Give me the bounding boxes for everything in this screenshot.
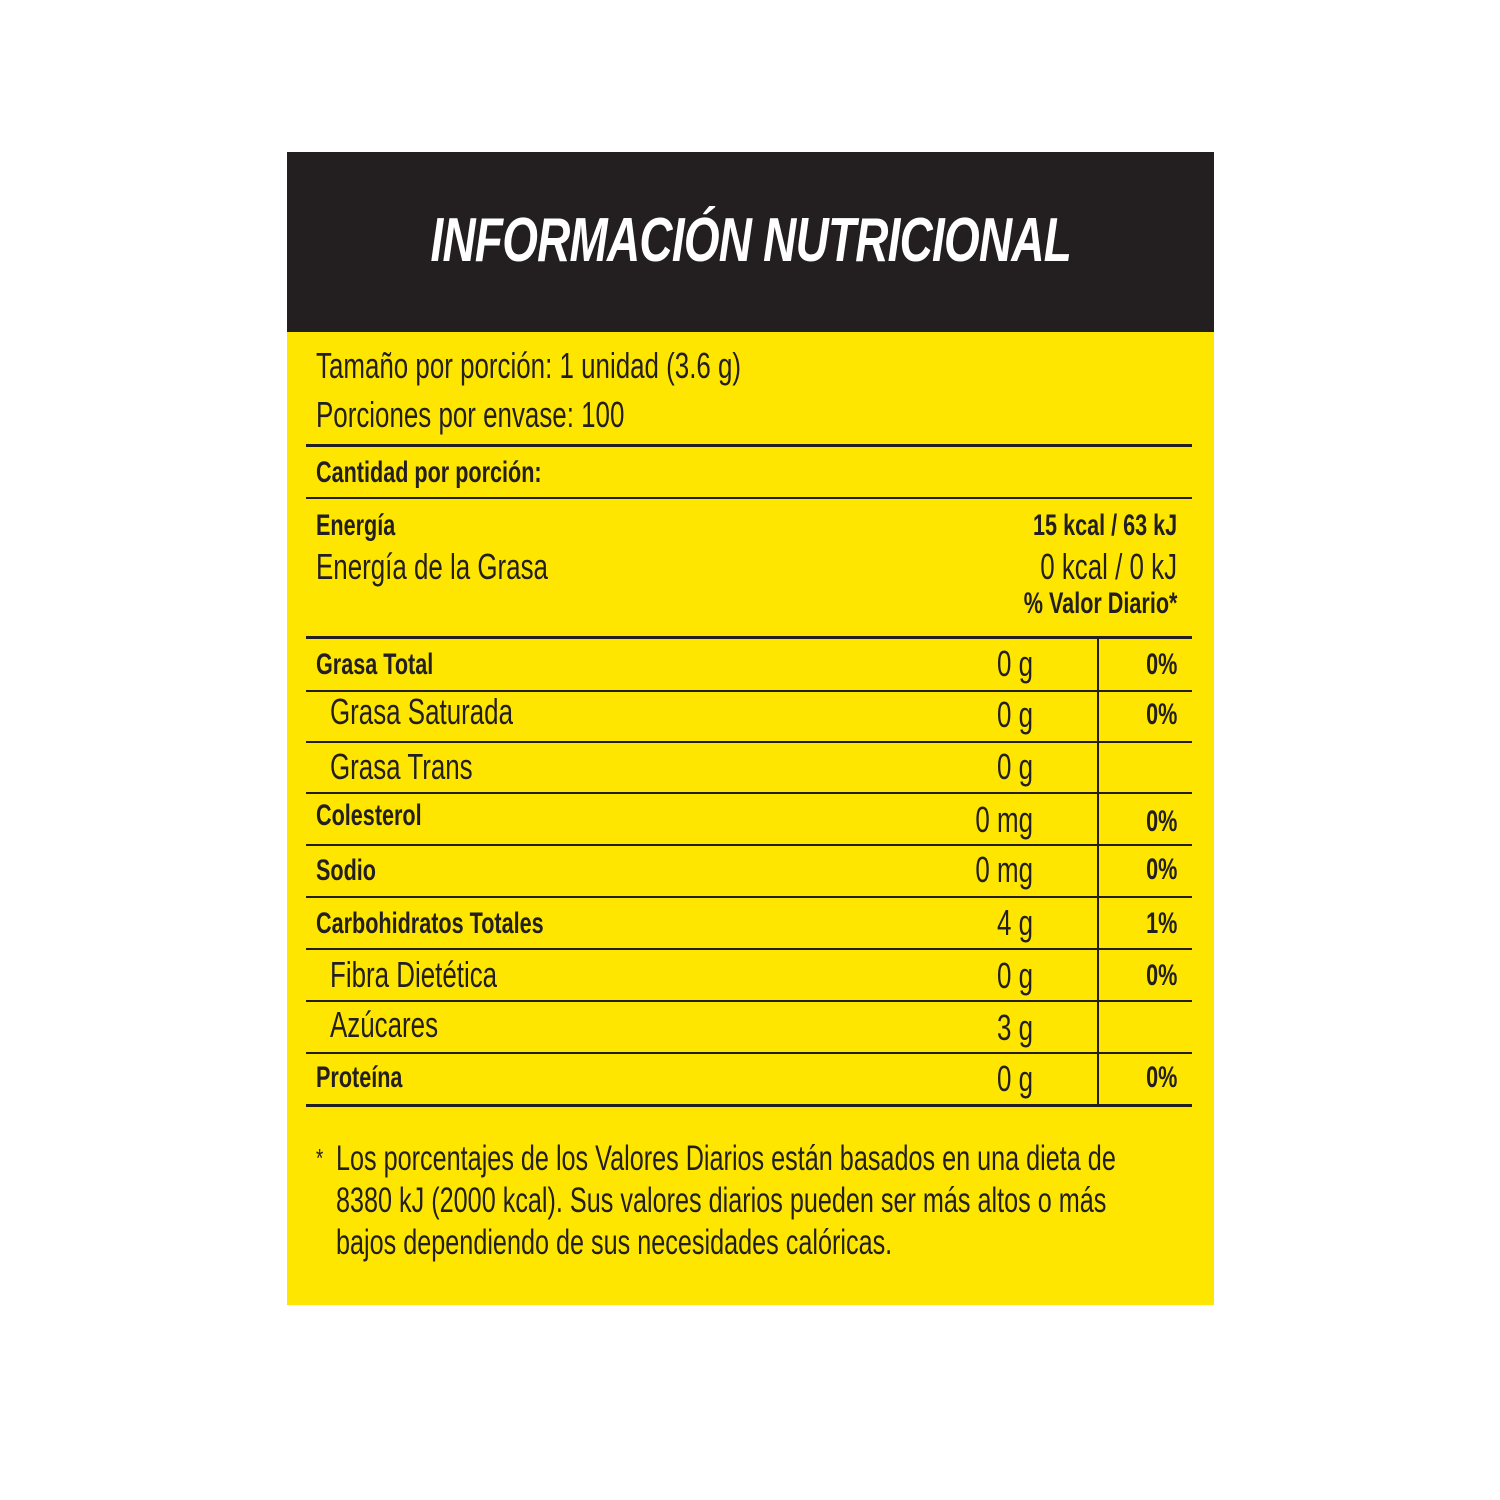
nutrient-amount: 0 mg xyxy=(975,799,1033,840)
nutrient-amount: 0 g xyxy=(996,694,1033,735)
nutrient-label: Sodio xyxy=(316,854,376,887)
nutrient-label: Grasa Saturada xyxy=(330,691,513,732)
nutrient-amount: 0 mg xyxy=(975,849,1033,890)
nutrient-label: Carbohidratos Totales xyxy=(316,907,544,940)
nutrient-label: Grasa Trans xyxy=(330,746,473,787)
divider xyxy=(306,896,1192,898)
divider xyxy=(306,844,1192,846)
footnote-line: 8380 kJ (2000 kcal). Sus valores diarios pueden ser más altos o más xyxy=(336,1181,1107,1220)
divider xyxy=(306,741,1192,743)
divider xyxy=(306,444,1192,447)
nutrient-daily-value: 0% xyxy=(1145,698,1177,731)
daily-value-header: % Valor Diario* xyxy=(1023,587,1177,620)
divider xyxy=(306,636,1192,639)
label-header xyxy=(287,152,1214,332)
divider xyxy=(306,1000,1192,1002)
nutrient-amount: 0 g xyxy=(996,1058,1033,1099)
nutrient-label: Proteína xyxy=(316,1061,403,1094)
nutrient-label: Azúcares xyxy=(330,1004,439,1045)
divider xyxy=(306,1104,1192,1107)
footnote-asterisk: * xyxy=(316,1143,324,1173)
energy-value: 15 kcal / 63 kJ xyxy=(1032,509,1177,542)
nutrient-amount: 0 g xyxy=(996,746,1033,787)
footnote-line: Los porcentajes de los Valores Diarios están basados en una dieta de xyxy=(336,1139,1116,1178)
energy-from-fat-value: 0 kcal / 0 kJ xyxy=(1040,546,1177,587)
footnote-line: bajos dependiendo de sus necesidades calóricas. xyxy=(336,1223,893,1262)
nutrient-daily-value: 0% xyxy=(1145,1061,1177,1094)
nutrient-daily-value: 0% xyxy=(1145,853,1177,886)
nutrient-amount: 0 g xyxy=(996,643,1033,684)
serving-size: Tamaño por porción: 1 unidad (3.6 g) xyxy=(316,345,742,386)
divider xyxy=(306,497,1192,499)
nutrient-daily-value: 0% xyxy=(1145,959,1177,992)
divider xyxy=(306,1052,1192,1054)
nutrient-daily-value: 0% xyxy=(1145,805,1177,838)
servings-per-container: Porciones por envase: 100 xyxy=(316,394,625,435)
divider xyxy=(306,792,1192,794)
nutrient-label: Colesterol xyxy=(316,799,422,832)
nutrition-label xyxy=(287,152,1214,1305)
nutrient-daily-value: 0% xyxy=(1145,648,1177,681)
dv-column-divider xyxy=(1097,638,1099,1106)
nutrient-amount: 4 g xyxy=(996,902,1033,943)
energy-label: Energía xyxy=(316,509,396,542)
amount-per-serving-heading: Cantidad por porción: xyxy=(316,456,542,489)
nutrient-amount: 0 g xyxy=(996,955,1033,996)
energy-from-fat-label: Energía de la Grasa xyxy=(316,546,548,587)
divider xyxy=(306,948,1192,950)
nutrient-daily-value: 1% xyxy=(1145,907,1177,940)
nutrient-label: Fibra Dietética xyxy=(330,954,498,995)
nutrient-label: Grasa Total xyxy=(316,648,434,681)
nutrient-amount: 3 g xyxy=(996,1007,1033,1048)
label-title: INFORMACIÓN NUTRICIONAL xyxy=(430,205,1071,275)
